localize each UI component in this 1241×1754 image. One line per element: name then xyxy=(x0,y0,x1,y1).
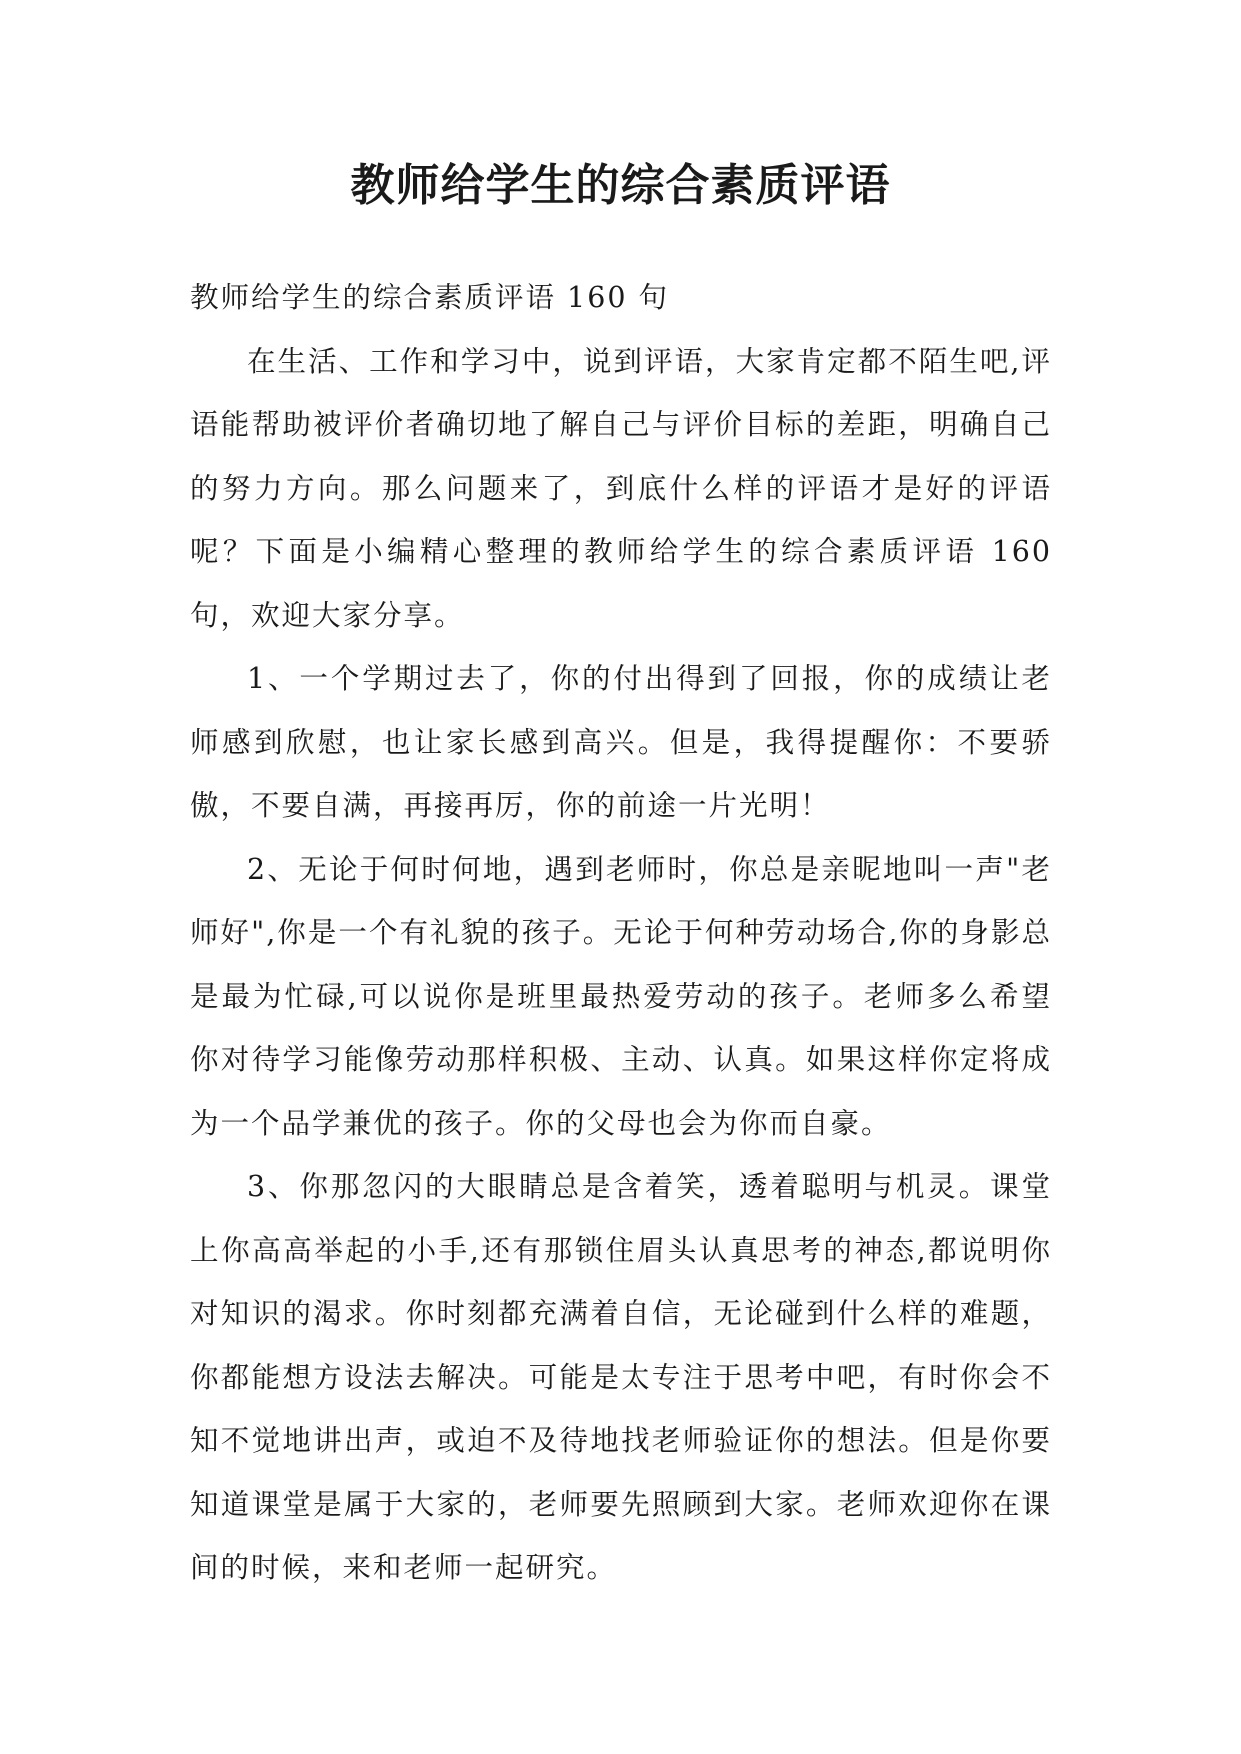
document-title: 教师给学生的综合素质评语 xyxy=(350,160,891,211)
intro-paragraph: 在生活、工作和学习中，说到评语，大家肯定都不陌生吧,评语能帮助被评价者确切地了解自己与评价目标的差距，明确自己的努力方向。那么问题来了，到底什么样的评语才是好的评语呢？下面是小编精心整理的教师给学生的综合素质评语 160 句，欢迎大家分享。 xyxy=(190,344,1052,632)
document-subtitle: 教师给学生的综合素质评语 160 句 xyxy=(190,281,670,314)
document-body xyxy=(190,266,1052,1600)
comment-paragraph-2: 2、无论于何时何地，遇到老师时，你总是亲昵地叫一声"老师好",你是一个有礼貌的孩子。无论于何种劳动场合,你的身影总是最为忙碌,可以说你是班里最热爱劳动的孩子。老师多么希望你对待学习能像劳动那样积极、主动、认真。如果这样你定将成为一个品学兼优的孩子。你的父母也会为你而自豪。 xyxy=(190,852,1052,1140)
comment-paragraph-3: 3、你那忽闪的大眼睛总是含着笑，透着聪明与机灵。课堂上你高高举起的小手,还有那锁住眉头认真思考的神态,都说明你对知识的渴求。你时刻都充满着自信，无论碰到什么样的难题，你都能想方设法去解决。可能是太专注于思考中吧，有时你会不知不觉地讲出声，或迫不及待地找老师验证你的想法。但是你要知道课堂是属于大家的，老师要先照顾到大家。老师欢迎你在课间的时候，来和老师一起研究。 xyxy=(190,1170,1052,1584)
comment-paragraph-1: 1、一个学期过去了，你的付出得到了回报，你的成绩让老师感到欣慰，也让家长感到高兴。但是，我得提醒你：不要骄傲，不要自满，再接再厉，你的前途一片光明！ xyxy=(190,662,1052,822)
